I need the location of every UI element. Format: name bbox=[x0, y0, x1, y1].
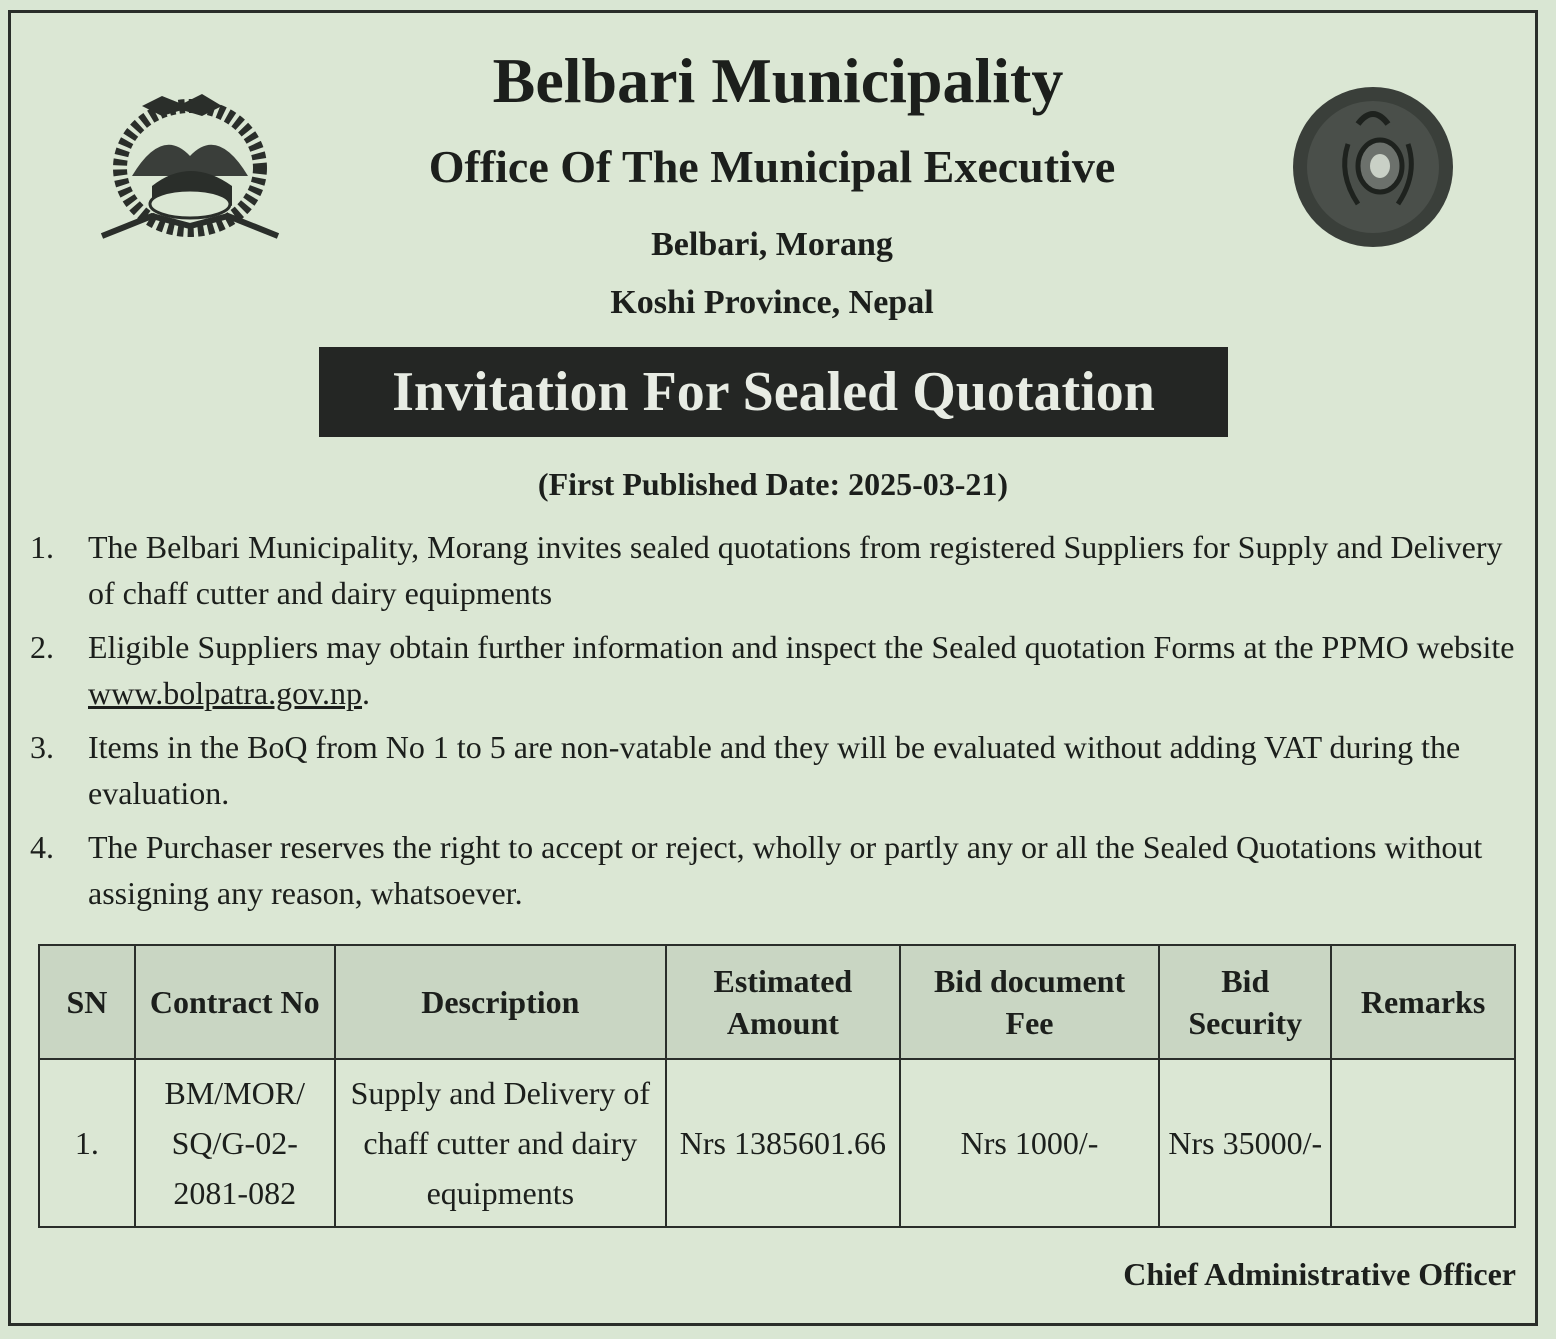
header-description: Description bbox=[335, 945, 666, 1059]
clause-item bbox=[30, 624, 1520, 716]
clause-number: 2. bbox=[30, 629, 54, 665]
clause-item bbox=[30, 824, 1520, 916]
cell-sn: 1. bbox=[39, 1059, 135, 1227]
clause-number: 1. bbox=[30, 529, 54, 565]
clause-text: The Belbari Municipality, Morang invites sealed quotations from registered Suppliers for Supply and Delivery of chaff cutter and dairy equipments bbox=[88, 529, 1503, 611]
ppmo-website-link[interactable]: www.bolpatra.gov.np bbox=[88, 675, 363, 711]
cell-remarks bbox=[1331, 1059, 1515, 1227]
cell-estimated-amount: Nrs 1385601.66 bbox=[666, 1059, 900, 1227]
header-sn: SN bbox=[39, 945, 135, 1059]
header-remarks: Remarks bbox=[1331, 945, 1515, 1059]
clause-text: Eligible Suppliers may obtain further information and inspect the Sealed quotation Forms at the PPMO website bbox=[88, 629, 1515, 665]
clause-text: Items in the BoQ from No 1 to 5 are non-vatable and they will be evaluated without adding VAT during the evaluation. bbox=[88, 729, 1461, 811]
notice-banner: Invitation For Sealed Quotation bbox=[319, 347, 1228, 437]
header-contract-no: Contract No bbox=[135, 945, 335, 1059]
address-line-1: Belbari, Morang bbox=[651, 226, 893, 263]
table-header-row bbox=[39, 945, 1515, 1059]
clause-text: The Purchaser reserves the right to accept or reject, wholly or partly any or all the Sealed Quotations without assigning any reason, whatsoever. bbox=[88, 829, 1483, 911]
clause-text-end: . bbox=[362, 675, 371, 711]
clause-list bbox=[30, 524, 1520, 924]
address-line-2: Koshi Province, Nepal bbox=[610, 284, 934, 321]
clause-item bbox=[30, 724, 1520, 816]
header-bid-security: Bid Security bbox=[1159, 945, 1331, 1059]
signature-title: Chief Administrative Officer bbox=[1123, 1256, 1516, 1292]
header-estimated-amount: Estimated Amount bbox=[666, 945, 900, 1059]
office-subtitle: Office Of The Municipal Executive bbox=[428, 141, 1116, 192]
table-row bbox=[39, 1059, 1515, 1227]
cell-bid-security: Nrs 35000/- bbox=[1159, 1059, 1331, 1227]
cell-description: Supply and Delivery of chaff cutter and dairy equipments bbox=[335, 1059, 666, 1227]
published-date: (First Published Date: 2025-03-21) bbox=[537, 466, 1009, 502]
cell-bid-fee: Nrs 1000/- bbox=[900, 1059, 1160, 1227]
clause-item bbox=[30, 524, 1520, 616]
clause-number: 3. bbox=[30, 729, 54, 765]
page-title: Belbari Municipality bbox=[492, 45, 1064, 116]
cell-contract-no: BM/MOR/ SQ/G-02- 2081-082 bbox=[135, 1059, 335, 1227]
header-bid-fee: Bid document Fee bbox=[900, 945, 1160, 1059]
clause-number: 4. bbox=[30, 829, 54, 865]
tender-table bbox=[38, 944, 1516, 1228]
